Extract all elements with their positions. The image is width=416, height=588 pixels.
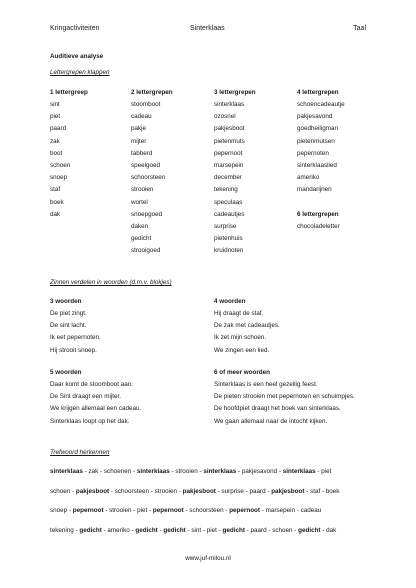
trefwoord-target-word: sinterklaas <box>203 468 237 475</box>
trefwoord-text: - pakjesavond - <box>236 468 283 475</box>
list-item: Daar komt de stoomboot aan. <box>50 381 133 388</box>
syllable-column-3 <box>214 86 256 257</box>
trefwoord-row <box>50 507 321 514</box>
header-left: Kringactiviteiten <box>50 25 100 32</box>
list-heading: 3 lettergrepen <box>214 89 256 96</box>
trefwoord-text: - piet <box>315 468 332 475</box>
page-footer: www.juf-milou.nl <box>185 555 231 562</box>
trefwoord-row <box>50 527 336 534</box>
list-item: sinterklaas <box>214 101 245 108</box>
list-item: zak <box>50 137 60 145</box>
list-item: Sinterklaas is een heel gezellig feest. <box>214 381 318 388</box>
list-item: surprise <box>214 222 237 230</box>
list-item: tabberd <box>131 149 153 157</box>
list-item: strooigoed <box>131 247 161 255</box>
list-item: De zak met cadeautjes. <box>214 322 280 330</box>
page-title: Auditieve analyse <box>50 53 104 60</box>
trefwoord-text: - dak <box>320 527 337 534</box>
trefwoord-row <box>50 468 331 475</box>
trefwoord-target-word: gedicht <box>298 527 321 534</box>
list-item: chocoladeletter <box>297 223 340 230</box>
list-heading: 6 of meer woorden <box>214 369 270 376</box>
sentence-block-5-words <box>50 366 141 428</box>
list-heading: 3 woorden <box>50 298 82 305</box>
section-trefwoord-heading: Trefwoord herkennen <box>50 449 110 456</box>
list-item: speculaas <box>214 198 243 206</box>
trefwoord-target-word: pepernoot <box>152 507 184 514</box>
trefwoord-text: - surprise - paard - <box>215 488 272 495</box>
list-item: piet <box>50 113 61 121</box>
trefwoord-target-word: pepernoot <box>72 507 104 514</box>
list-item: daken <box>131 222 149 230</box>
syllable-column-2 <box>131 86 173 257</box>
trefwoord-text: - schoorsteen - strooien - <box>109 488 183 495</box>
list-item: Hij strooit snoep. <box>50 346 97 354</box>
list-item: stoomboot <box>131 101 161 108</box>
list-item: Hij draagt de staf. <box>214 310 264 317</box>
syllable-column-4 <box>297 86 345 197</box>
page-header <box>50 25 366 35</box>
list-item: staf <box>50 186 61 194</box>
list-item: pepernoten <box>297 149 329 157</box>
list-item: dak <box>50 210 61 218</box>
trefwoord-target-word: gedicht <box>222 527 245 534</box>
list-item: De sint lacht. <box>50 322 87 330</box>
trefwoord-target-word: gedicht <box>79 527 102 534</box>
list-heading: 4 lettergrepen <box>297 89 339 96</box>
list-item: schoorsteen <box>131 174 166 182</box>
list-heading: 2 lettergrepen <box>131 89 173 96</box>
list-item: goedheiligman <box>297 125 338 133</box>
trefwoord-text: snoep - <box>50 507 73 514</box>
list-item: Ik eet pepernoten. <box>50 334 101 342</box>
list-item: We gaan allemaal naar de intocht kijken. <box>214 417 328 425</box>
trefwoord-target-word: sinterklaas <box>136 468 170 475</box>
trefwoord-text: - strooien - <box>169 468 204 475</box>
trefwoord-text: - strooien - piet - <box>103 507 153 514</box>
trefwoord-target-word: pepernoot <box>229 507 260 514</box>
list-item: ameriko <box>297 174 320 182</box>
list-item: ozosnel <box>214 113 236 121</box>
list-item: Sinterklaas loopt op het dak. <box>50 417 130 425</box>
trefwoord-text: schoen - <box>50 488 76 495</box>
list-item: pakjesavond <box>297 113 333 121</box>
trefwoord-text: - zak - schoenen - <box>82 468 137 475</box>
list-item: wortel <box>131 198 148 206</box>
trefwoord-text: tekening - <box>50 527 80 534</box>
list-item: sint <box>50 101 60 108</box>
list-item: snoepgoed <box>131 210 163 218</box>
list-heading: 4 woorden <box>214 298 246 305</box>
trefwoord-target-word: pakjesboot <box>271 488 305 495</box>
header-center: Sinterklaas <box>190 25 225 32</box>
list-item: pakjesboot <box>214 125 245 133</box>
list-item: paard <box>50 125 67 133</box>
list-item: tekening <box>214 186 238 194</box>
list-item: pietenmuts <box>214 137 245 145</box>
list-item: marsepein <box>214 161 244 169</box>
sentence-block-6-words <box>214 366 355 428</box>
list-item: boot <box>50 149 63 157</box>
list-item: We krijgen allemaal een cadeau. <box>50 405 142 413</box>
list-item: snoep <box>50 174 68 182</box>
list-item: gedicht <box>131 235 152 243</box>
list-item: sinterklaaslied <box>297 161 337 169</box>
list-item: pietenmutsen <box>297 137 335 145</box>
list-item: mandarijnen <box>297 186 332 194</box>
trefwoord-text: - schoorsteen - <box>183 507 230 514</box>
trefwoord-target-word: pakjesboot <box>182 488 216 495</box>
trefwoord-text: - sint - piet - <box>185 527 223 534</box>
list-item: strooien <box>131 186 154 194</box>
list-item: We zingen een lied. <box>214 346 270 354</box>
list-heading: 6 lettergrepen <box>297 211 339 218</box>
syllable-column-1 <box>50 86 88 221</box>
list-item: boek <box>50 198 64 206</box>
trefwoord-target-word: gedicht <box>163 527 186 534</box>
list-item: Ik zet mijn schoen. <box>214 334 267 342</box>
list-item: speelgoed <box>131 161 161 169</box>
trefwoord-target-word: sinterklaas <box>50 468 83 475</box>
list-item: schoencadeautje <box>297 101 345 108</box>
list-item: kruidnoten <box>214 247 244 255</box>
trefwoord-text: - ameriko - <box>101 527 136 534</box>
trefwoord-row <box>50 488 339 495</box>
list-item: De Sint draagt een mijter. <box>50 393 122 401</box>
trefwoord-target-word: gedicht <box>135 527 158 534</box>
trefwoord-text: - staf - boek <box>304 488 340 495</box>
section-zinnen-heading: Zinnen verdelen in woorden (d.m.v. blokjes) <box>50 279 172 286</box>
list-heading: 5 woorden <box>50 369 82 376</box>
sentence-block-3-words <box>50 295 101 357</box>
trefwoord-text: - <box>157 527 164 534</box>
list-item: schoen <box>50 161 71 169</box>
list-item: december <box>214 174 243 182</box>
header-right: Taal <box>353 25 366 32</box>
list-item: mijter <box>131 137 147 145</box>
list-item: pietenhuis <box>214 235 243 243</box>
list-item: De hoofdpiet draagt het boek van sinterklaas. <box>214 405 341 413</box>
trefwoord-target-word: sinterklaas <box>282 468 316 475</box>
list-item: De pieten strooien met pepernoten en schuimpjes. <box>214 393 355 401</box>
sentence-block-4-words <box>214 295 280 357</box>
list-item: cadeau <box>131 113 152 121</box>
list-item: De piet zingt. <box>50 310 87 317</box>
section-lettergrepen-heading: Lettergrepen klappen <box>50 69 110 76</box>
list-item: cadeautjes <box>214 210 245 218</box>
syllable-column-4b <box>297 208 340 233</box>
trefwoord-target-word: pakjesboot <box>75 488 110 495</box>
list-item: pepernoot <box>214 149 243 157</box>
trefwoord-text: - paard - schoen - <box>244 527 299 534</box>
trefwoord-text: - marsepein - cadeau <box>260 507 322 514</box>
list-item: pakje <box>131 125 147 133</box>
list-heading: 1 lettergreep <box>50 89 88 96</box>
